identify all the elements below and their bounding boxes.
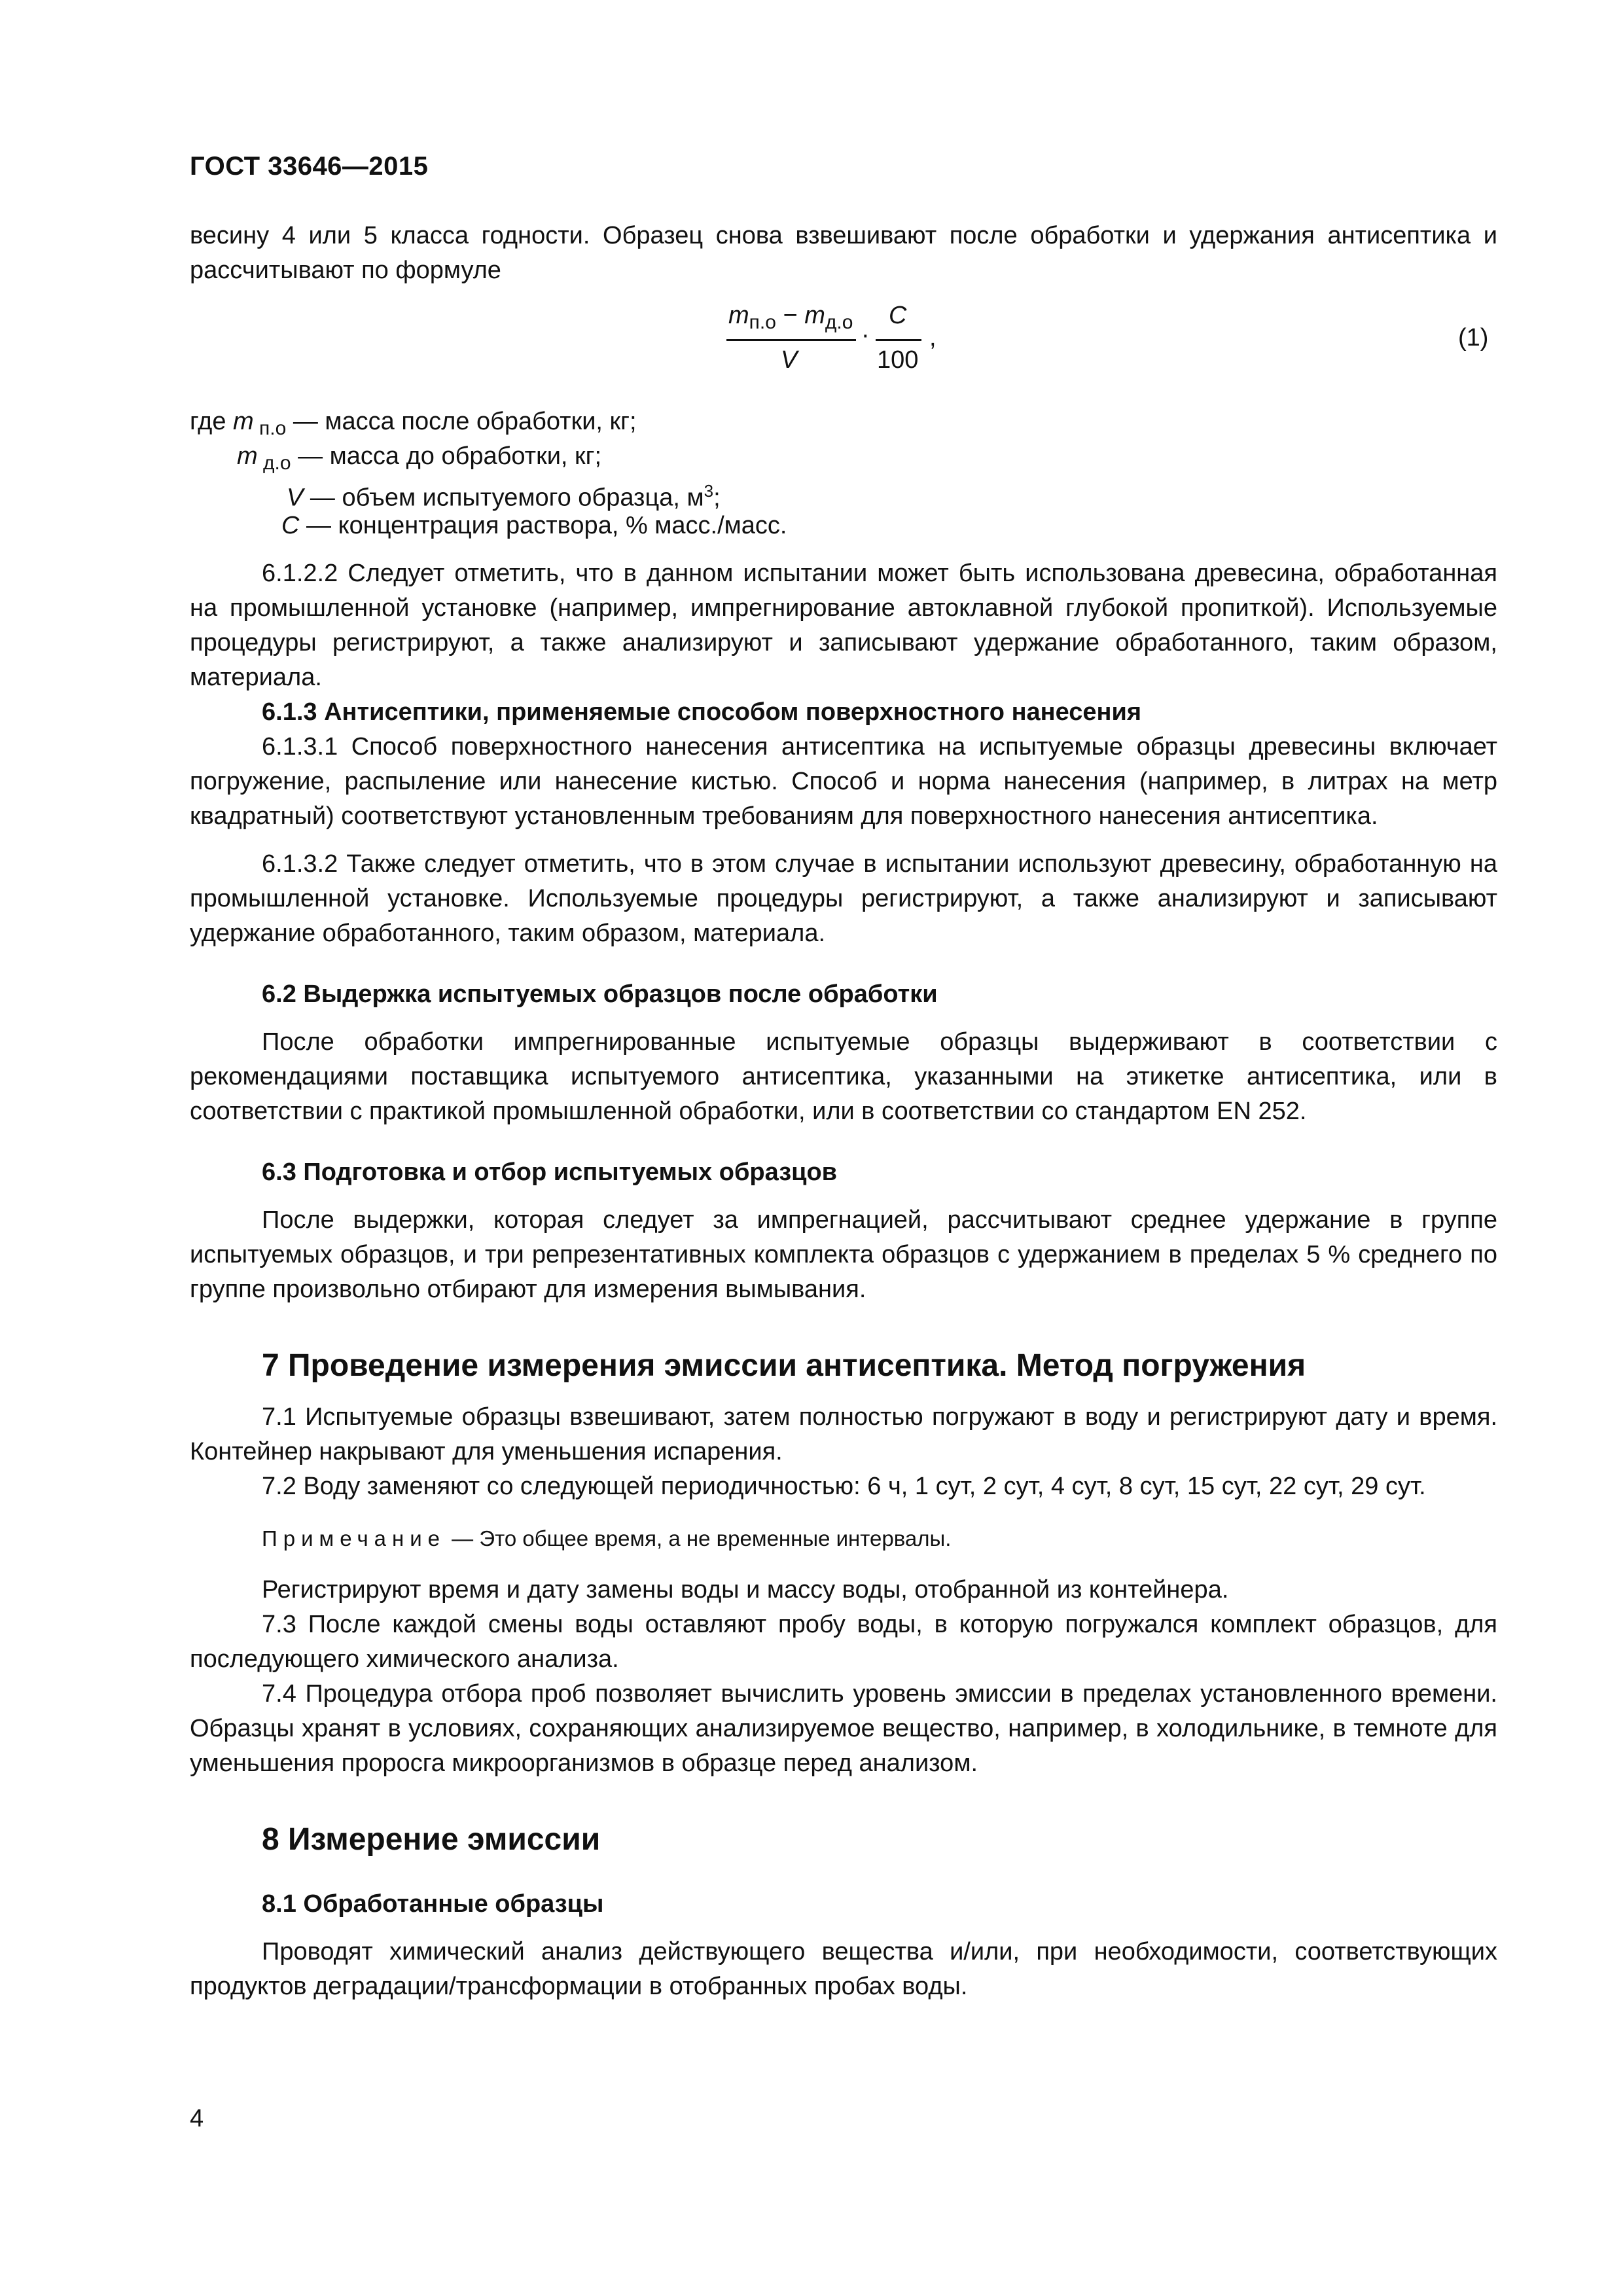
heading-6-1-3: 6.1.3 Антисептики, применяемые способом поверхностного нанесения (262, 698, 1141, 726)
note-text: — Это общее время, а не временные интервалы. (446, 1526, 952, 1551)
paragraph-6-1-2-2: 6.1.2.2 Следует отметить, что в данном испытании может быть использована древесина, обработанная на промышленной установке (например, импрегнирование автоклавной глубокой пропиткой). Используемые процедуры регистрируют, а также анализируют и записывают удержание обработанного, таким образом, материала. (190, 560, 1497, 691)
heading-8-1: 8.1 Обработанные образцы (262, 1890, 604, 1918)
definition-m-before: m $_{д.о}$ — масса до обработки, кг; (237, 442, 602, 474)
formula-1 (190, 296, 1497, 394)
heading-section-8: 8 Измерение эмиссии (262, 1822, 601, 1857)
document-body (190, 219, 1497, 2004)
paragraph-6-1-3-1: 6.1.3.1 Способ поверхностного нанесения антисептика на испытуемые образцы древесины включает погружение, распыление или нанесение кистью. Способ и норма нанесения (например, в литрах на метр квадратный) соответствуют установленным требованиям для поверхностного нанесения антисептика. (190, 733, 1497, 830)
paragraph-7-2: 7.2 Воду заменяют со следующей периодичностью: 6 ч, 1 сут, 2 сут, 4 сут, 8 сут, 15 сут, 22 сут, 29 сут. (262, 1473, 1426, 1500)
paragraph-7-4: 7.4 Процедура отбора проб позволяет вычислить уровень эмиссии в пределах установленного времени. Образцы хранят в условиях, сохраняющих анализируемое вещество, например, в холодильнике, в темноте для уменьшения проросга микроорганизмов в образце перед анализом. (190, 1680, 1497, 1777)
paragraph-8-1: Проводят химический анализ действующего вещества и/или, при необходимости, соответствующих продуктов деградации/трансформации в отобранных пробах воды. (190, 1938, 1497, 2000)
formula-denominator-100: 100 (877, 346, 919, 374)
paragraph-6-3: После выдержки, которая следует за импрегнацией, рассчитывают среднее удержание в группе испытуемых образцов, и три репрезентативных комплекта образцов с удержанием в пределах 5 % среднего по группе произвольно отбирают для измерения вымывания. (190, 1206, 1497, 1303)
definition-v: V — объем испытуемого образца, $м^3$; (287, 481, 721, 512)
paragraph-7-1: 7.1 Испытуемые образцы взвешивают, затем полностью погружают в воду и регистрируют дату и время. Контейнер накрывают для уменьшения испарения. (190, 1403, 1497, 1465)
formula-fraction-bar-2 (876, 339, 921, 341)
formula-denominator-v: V (781, 346, 798, 374)
heading-section-7: 7 Проведение измерения эмиссии антисептика. Метод погружения (262, 1348, 1306, 1383)
definition-c: C — концентрация раствора, % масс./масс. (281, 512, 787, 539)
heading-6-2: 6.2 Выдержка испытуемых образцов после обработки (262, 980, 938, 1008)
formula-comma: , (929, 324, 936, 351)
formula-numerator-c: C (889, 302, 907, 329)
note-label: Примечание (262, 1526, 446, 1551)
document-header: ГОСТ 33646—2015 (190, 152, 429, 181)
formula-dot: · (861, 321, 870, 349)
paragraph-7-3: 7.3 После каждой смены воды оставляют пробу воды, в которую погружался комплект образцов, для последующего химического анализа. (190, 1611, 1497, 1673)
formula-number: (1) (1458, 324, 1489, 351)
intro-paragraph: весину 4 или 5 класса годности. Образец снова взвешивают после обработки и удержания антисептика и рассчитывают по формуле (190, 222, 1497, 284)
paragraph-6-1-3-2: 6.1.3.2 Также следует отметить, что в этом случае в испытании используют древесину, обработанную на промышленной установке. Используемые процедуры регистрируют, а также анализируют и записывают удержание обработанного, таким образом, материала. (190, 850, 1497, 947)
paragraph-7-2-b: Регистрируют время и дату замены воды и массу воды, отобранной из контейнера. (262, 1576, 1229, 1604)
definition-m-after: где m $_{п.о}$ — масса после обработки, кг; (190, 408, 637, 439)
formula-numerator: $m_{п.о} - m_{д.о}$ (728, 302, 853, 333)
formula-definitions (190, 404, 1497, 543)
page-number: 4 (190, 2105, 204, 2132)
paragraph-6-2: После обработки импрегнированные испытуемые образцы выдерживают в соответствии с рекомендациями поставщика испытуемого антисептика, указанными на этикетке антисептика, или в соответствии с практикой промышленной обработки, или в соответствии со стандартом EN 252. (190, 1028, 1497, 1125)
heading-6-3: 6.3 Подготовка и отбор испытуемых образцов (262, 1158, 838, 1186)
note (190, 1521, 1497, 1556)
formula-fraction-bar-1 (726, 339, 856, 341)
